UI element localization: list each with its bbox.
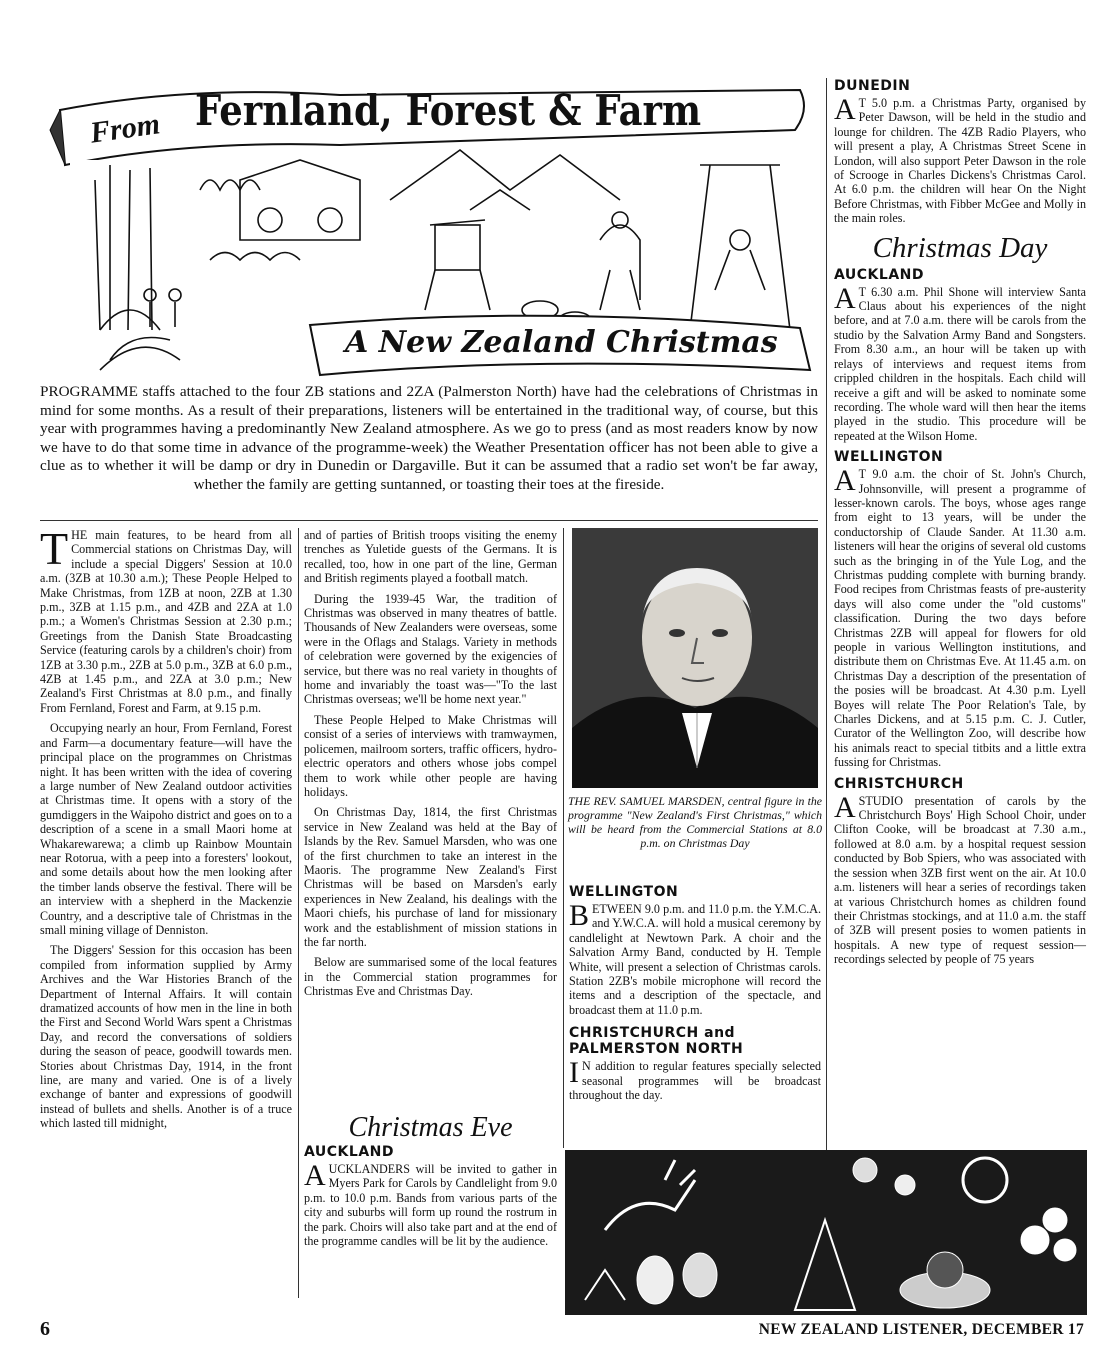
christmas-drawing — [565, 1150, 1087, 1315]
eve-christchurch-text: N addition to regular features specially selected seasonal programmes will be broadcast throughout the day. — [569, 1059, 821, 1103]
day-wellington-heading: WELLINGTON — [834, 449, 944, 466]
drop-cap-b: B — [569, 899, 590, 932]
christmas-illustration — [565, 1150, 1087, 1315]
intro-paragraph: PROGRAMME staffs attached to the four ZB stations and 2ZA (Palmerston North) have had the celebrations of Christmas in mind for some months. As a result of their preparations, listeners will be entertained in the traditional way, of course, but this year with programmes having a predominantly New Zealand atmosphere. As we go to press (and as most readers know by now we have to do that some time in advance of the programme-week) the Weather Presentation officer has not been able to give a clue as to whether it will be damp or dry in Dunedin or Dargaville. But it can be assumed that a radio set won't be far away, whether the family are getting suntanned, or toasting their toes at the fireside. — [40, 383, 818, 493]
portrait-caption: THE REV. SAMUEL MARSDEN, central figure in the programme "New Zealand's First Christmas," which will be heard from the Commercial Stations at 8.0 p.m. on Christmas Day — [568, 794, 822, 850]
intro-divider — [40, 520, 818, 521]
column-divider-3 — [826, 78, 827, 1158]
eve-wellington-text: ETWEEN 9.0 p.m. and 11.0 p.m. the Y.M.C.A. and Y.W.C.A. will hold a musical ceremony by candlelight at Newtown Park. A choir and the Salvation Army Band, conducted by H. Temple White, will present a selection of Christmas carols. Station 2ZB's mobile microphone will record the items and a description of the spectacle, and broadcast them at 11.0 p.m. — [569, 902, 821, 1017]
col2-paragraph-2: During the 1939-45 War, the tradition of Christmas was observed in many theatres of battle. Thousands of New Zealanders were overseas, some were in the Oflags and Stalags. Variety in methods of celebration were governed by the exigencies of service, but there was no real variety in thoughts of home and invariably the toast was—"To the last Christmas overseas; we'll be home next year." — [304, 591, 557, 707]
drop-cap-a: A — [834, 790, 856, 824]
banner-title-prefix: From — [87, 107, 162, 150]
eve-auckland-text: UCKLANDERS will be invited to gather in Myers Park for Carols by Candlelight from 9.0 p.m. to 10.0 p.m. Bands from various parts of the city and suburbs will form up round the rostrum in the park. Choirs will also take part and at the end of the programme candles will be lit by the audience. — [304, 1162, 557, 1249]
drop-cap-a: A — [834, 93, 856, 126]
banner-title: Fernland, Forest & Farm — [195, 86, 702, 135]
banner-subtitle: A New Zealand Christmas — [345, 325, 778, 360]
portrait-drawing — [572, 528, 818, 788]
eve-christchurch-heading: CHRISTCHURCH and PALMERSTON NORTH — [569, 1025, 744, 1058]
christmas-day-heading: Christmas Day — [872, 231, 1048, 264]
page-number: 6 — [40, 1318, 50, 1340]
col1-paragraph-1: HE main features, to be heard from all Commercial stations on Christmas Day, will include a special Diggers' Session at 10.0 a.m. (3ZB at 10.30 a.m.); These People Helped to Make Christmas, from 1ZB at noon, 2ZB at 1.30 p.m., 3ZB at 1.15 p.m., and 4ZB and 2ZA at 1.0 p.m.; a Women's Christmas Session at 2.30 p.m.; Greetings from the Danish State Broadcasting Service (featuring carols by a children's choir) from 1ZB at 3.30 p.m., 2ZB at 5.0 p.m., 3ZB at 6.0 p.m., 4ZB at 1.45 p.m., and 2ZA at 3.0 p.m.; New Zealand's First Christmas at 8.0 p.m., and finally From Fernland, Forest and Farm, at 9.15 p.m. — [40, 528, 292, 715]
day-auckland-text: T 6.30 a.m. Phil Shone will interview Santa Claus about his experiences of the night before, and at 7.0 a.m. there will be carols from the studio by the Salvation Army Band and Songsters. From 8.30 a.m., an hour will be taken up with relays of interviews and request items from crippled children in the hospitals. Each child will receive a gift and will be asked to nominate some recording. The whole ward will then hear the items played in the studio. This procedure will be repeated at the Wilson Home. — [834, 284, 1086, 443]
col2-paragraph-5: Below are summarised some of the local features in the Commercial station programmes for Christmas Eve and Christmas Day. — [304, 955, 557, 999]
drop-cap-t: T — [40, 523, 69, 574]
column-2 — [304, 528, 557, 1005]
day-christchurch-heading: CHRISTCHURCH — [834, 775, 964, 792]
marsden-portrait — [572, 528, 818, 788]
drop-cap-a: A — [304, 1159, 326, 1192]
eve-dunedin-heading: DUNEDIN — [834, 78, 911, 94]
day-christchurch-text: STUDIO presentation of carols by the Christchurch Boys' High School Choir, under Clifton Cooke, will be broadcast at 7.30 a.m., followed at 8.0 a.m. by a hospital request session conducted by Bob Spiers, who was associated with the session when 3ZB first went on the air. At 10.0 a.m. listeners will hear a series of recordings taken at various Christchurch homes as children found their Christmas stockings, and at 11.0 a.m. the staff of 3ZB will present posies to women patients in hospitals. A new type of request session—recordings selected by people of 75 years — [834, 793, 1086, 967]
eve-wellington-heading: WELLINGTON — [569, 884, 679, 900]
col2-paragraph-4: On Christmas Day, 1814, the first Christmas service in New Zealand was held at the Bay of Islands by the Rev. Samuel Marsden, who was one of the first churchmen to take an interest in the Maoris. The programme New Zealand's First Christmas will be based on Marsden's early experiences in New Zealand, his dealings with the Maori chiefs, his purchase of land for missionary work and the establishment of mission stations in the far north. — [304, 805, 557, 949]
column-divider-2 — [563, 528, 564, 1148]
drop-cap-i: I — [569, 1056, 579, 1090]
christmas-eve-heading: Christmas Eve — [348, 1112, 513, 1143]
day-auckland-heading: AUCKLAND — [834, 266, 924, 283]
drop-cap-a: A — [834, 464, 856, 498]
eve-dunedin-text: T 5.0 p.m. a Christmas Party, organised by Peter Dawson, will be held in the studio and lounge for children. The 4ZB Radio Players, who will present a play, A Christmas Street Scene in London, will also support Peter Dawson in the role of Scrooge in Charles Dickens's Christmas Carol. At 6.0 p.m. the children will hear On the Night Before Christmas, with Fibber McGee and Molly in the main roles. — [834, 96, 1086, 226]
day-wellington-text: T 9.0 a.m. the choir of St. John's Church, Johnsonville, will present a programme of lesser-known carols. The boys, whose ages range from eight to 13 years, will be under the conductorship of Claude Sander. At 11.30 a.m. listeners will hear the origins of several old customs such as the bringing in of the Yule Log, and the Christmas pudding complete with burning brandy. Food recipes from Christmas feasts of pre-austerity days will also come under the "old customs" classification. During the two days before Christmas 2ZB will appeal for flowers for old people in various Wellington institutions, and distribute them on Christmas Eve. At 11.45 a.m. on Christmas Day a description of the presentation of the posies will be broadcast. At 4.30 p.m. Lyell Boyes will relate The Poor Relation's Tale, by Charles Dickens, and at 5.15 p.m. C. J. Cutler, Curator of the Wellington Zoo, will describe how his animals react to special titbits and a little extra fussing for Christmas. — [834, 467, 1086, 770]
col2-paragraph-1: and of parties of British troops visiting the enemy trenches as Yuletide guests of the Germans. It is recalled, too, how in one part of the line, German and British regiments played a football match. — [304, 528, 557, 586]
col1-paragraph-3: The Diggers' Session for this occasion has been compiled from information supplied by Army Archives and the War Histories Branch of the Department of Internal Affairs. It will contain dramatized accounts of how men in the line in both the First and Second World Wars spent a Christmas Day, and record the conversations of soldiers during the season of peace, goodwill towards men. Stories about Christmas Day, 1914, in the front line, are many and varied. One is of a lively exchange of banter and expressions of goodwill instead of bullets and shells. Another is of a truce which lasted till midnight, — [40, 943, 292, 1131]
eve-auckland-heading: AUCKLAND — [304, 1144, 394, 1160]
drop-cap-a: A — [834, 281, 856, 315]
publication-footer: NEW ZEALAND LISTENER, DECEMBER 17 — [758, 1321, 1084, 1338]
column-divider-1 — [298, 528, 299, 1298]
col1-paragraph-2: Occupying nearly an hour, From Fernland, Forest and Farm—a documentary feature—will have the principal place on the programmes on Christmas night. It has been written with the idea of covering a large number of New Zealand outdoor activities at Christmas time. It opens with a story of the gumdiggers in the Waipoho district and goes on to a description of a scene in a small Maori home at Whakarewarewa; a climb up Rainbow Mountain near Rotorua, with a peep into a foresters' lookout, and some details about how the men looking after the timber lands observe the festival. There will be an interview with a shepherd in the Mackenzie Country, and a descriptive tale of Christmas in the small mining village of Denniston. — [40, 721, 292, 937]
christmas-eve-section — [304, 1112, 557, 1254]
column-4 — [834, 78, 1086, 973]
column-1 — [40, 523, 292, 1137]
col2-paragraph-3: These People Helped to Make Christmas will consist of a series of interviews with tramwaymen, policemen, mailroom sorters, traffic officers, hydro-electric operators and others whose jobs compel them to work while other people are having holidays. — [304, 712, 557, 799]
column-3 — [569, 884, 821, 1108]
